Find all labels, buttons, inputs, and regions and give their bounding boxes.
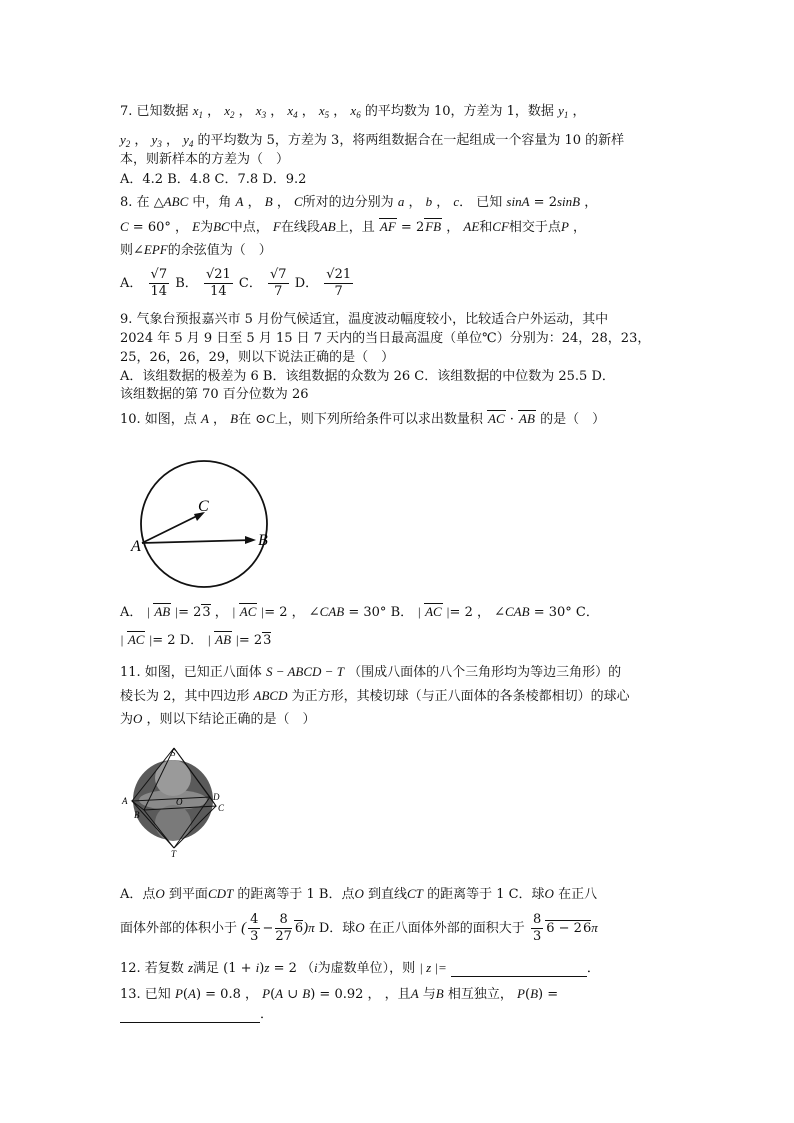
q11-options-line2: 面体外部的体积小于 ( $\frac{4}{3}$ − $\frac{8}{27}$ 6)π D．球O 在正八面体外部的面积大于 $\frac{8}{3}$ 6 − 26π bbox=[120, 912, 598, 944]
vector-ab bbox=[142, 540, 253, 543]
q12-line: 12. 若复数 z满足 (1 + i)z = 2 （i为虚数单位），则 | z |= ． bbox=[120, 960, 600, 976]
sphere-highlight-bottom bbox=[155, 805, 191, 841]
q9-line4: A．该组数据的极差为 6 B．该组数据的众数为 26 C．该组数据的中位数为 25.5 D． bbox=[120, 369, 615, 384]
q11-line2: 棱长为 2，其中四边形 ABCD 为正方形，其棱切球（与正八面体的各条棱都相切）的球心 bbox=[120, 688, 630, 704]
q11-line1: 11. 如图，已知正八面体 S − ABCD − T （围成八面体的八个三角形均为等边三角形）的 bbox=[120, 664, 622, 680]
q12-answer-blank[interactable] bbox=[451, 962, 587, 977]
label-a: A bbox=[131, 538, 141, 555]
q10-options-line1: A． | AB |= 23 ， | AC |= 2 ， ∠CAB = 30° B． | AC |= 2 ， ∠CAB = 30° C． bbox=[120, 604, 599, 620]
q10-circle-figure bbox=[125, 445, 285, 610]
q7-line2: $y_2$ ， $y_3$ ， $y_4$ 的平均数为 5，方差为 3，将两组数据合在一起组成一个容量为 10 的新样 bbox=[120, 132, 625, 149]
q10-options-line2: | AC |= 2 D． | AB |= 23 bbox=[120, 632, 272, 648]
label-a: A bbox=[122, 796, 128, 806]
q11-line3: 为O ，则以下结论正确的是（ ） bbox=[120, 711, 316, 727]
q11-octahedron-figure bbox=[118, 745, 228, 860]
label-b: B bbox=[258, 532, 268, 549]
label-c: C bbox=[198, 498, 209, 515]
label-s: S bbox=[171, 748, 176, 758]
circle bbox=[141, 461, 267, 587]
q7-line1: 7. 已知数据 $x_1$ ， $x_2$ ， $x_3$ ， $x_4$ ， $x_5$ ， $x_6$ 的平均数为 10，方差为 1，数据 $y_1$ ， bbox=[120, 103, 586, 120]
q9-line2: 2024 年 5 月 9 日至 5 月 15 日 7 天内的当日最高温度（单位℃）分别为：24，28，23， bbox=[120, 331, 651, 346]
q8-line3: 则∠EPF的余弦值为（ ） bbox=[120, 242, 272, 258]
q13-line1: 13. 已知 P(A) = 0.8 ， P(A ∪ B) = 0.92 ， ，且A 与B 相互独立， P(B) = bbox=[120, 986, 559, 1002]
q10-line1: 10. 如图，点 A ， B在 ⊙C上，则下列所给条件可以求出数量积 AC · AB 的是（ ） bbox=[120, 411, 606, 427]
label-t: T bbox=[171, 849, 177, 859]
label-b: B bbox=[134, 810, 140, 820]
q8-line2: C = 60° ， E为BC中点， F在线段AB上，且 AF = 2FB ， AE和CF相交于点P ， bbox=[120, 219, 587, 235]
q9-line5: 该组数据的第 70 百分位数为 26 bbox=[120, 387, 309, 402]
label-c: C bbox=[218, 803, 225, 813]
q7-options: A．4.2 B．4.8 C．7.8 D．9.2 bbox=[120, 172, 307, 187]
arrowhead-ab bbox=[245, 536, 256, 544]
q8-options: A． $\frac{√7}{14}$ B． $\frac{√21}{14}$ C． $\frac{√7}{7}$ D． $\frac{√21}{7}$ bbox=[120, 267, 352, 299]
q9-line1: 9. 气象台预报嘉兴市 5 月份气候适宜，温度波动幅度较小，比较适合户外运动，其中 bbox=[120, 312, 609, 327]
q8-line1: 8. 在 △ABC 中，角 A ， B ， C所对的边分别为 a ， b ， c． 已知 sinA = 2sinB ， bbox=[120, 194, 598, 210]
q13-line2: ． bbox=[120, 1007, 273, 1023]
q11-options-line1: A．点O 到平面CDT 的距离等于 1 B．点O 到直线CT 的距离等于 1 C．球O 在正八 bbox=[120, 886, 598, 902]
label-o: O bbox=[176, 797, 183, 807]
q13-answer-blank[interactable] bbox=[120, 1008, 260, 1023]
vector-ac bbox=[142, 513, 203, 543]
label-d: D bbox=[213, 792, 220, 802]
q7-line3: 本，则新样本的方差为（ ） bbox=[120, 152, 290, 167]
q9-line3: 25，26，26，29，则以下说法正确的是（ ） bbox=[120, 350, 395, 365]
